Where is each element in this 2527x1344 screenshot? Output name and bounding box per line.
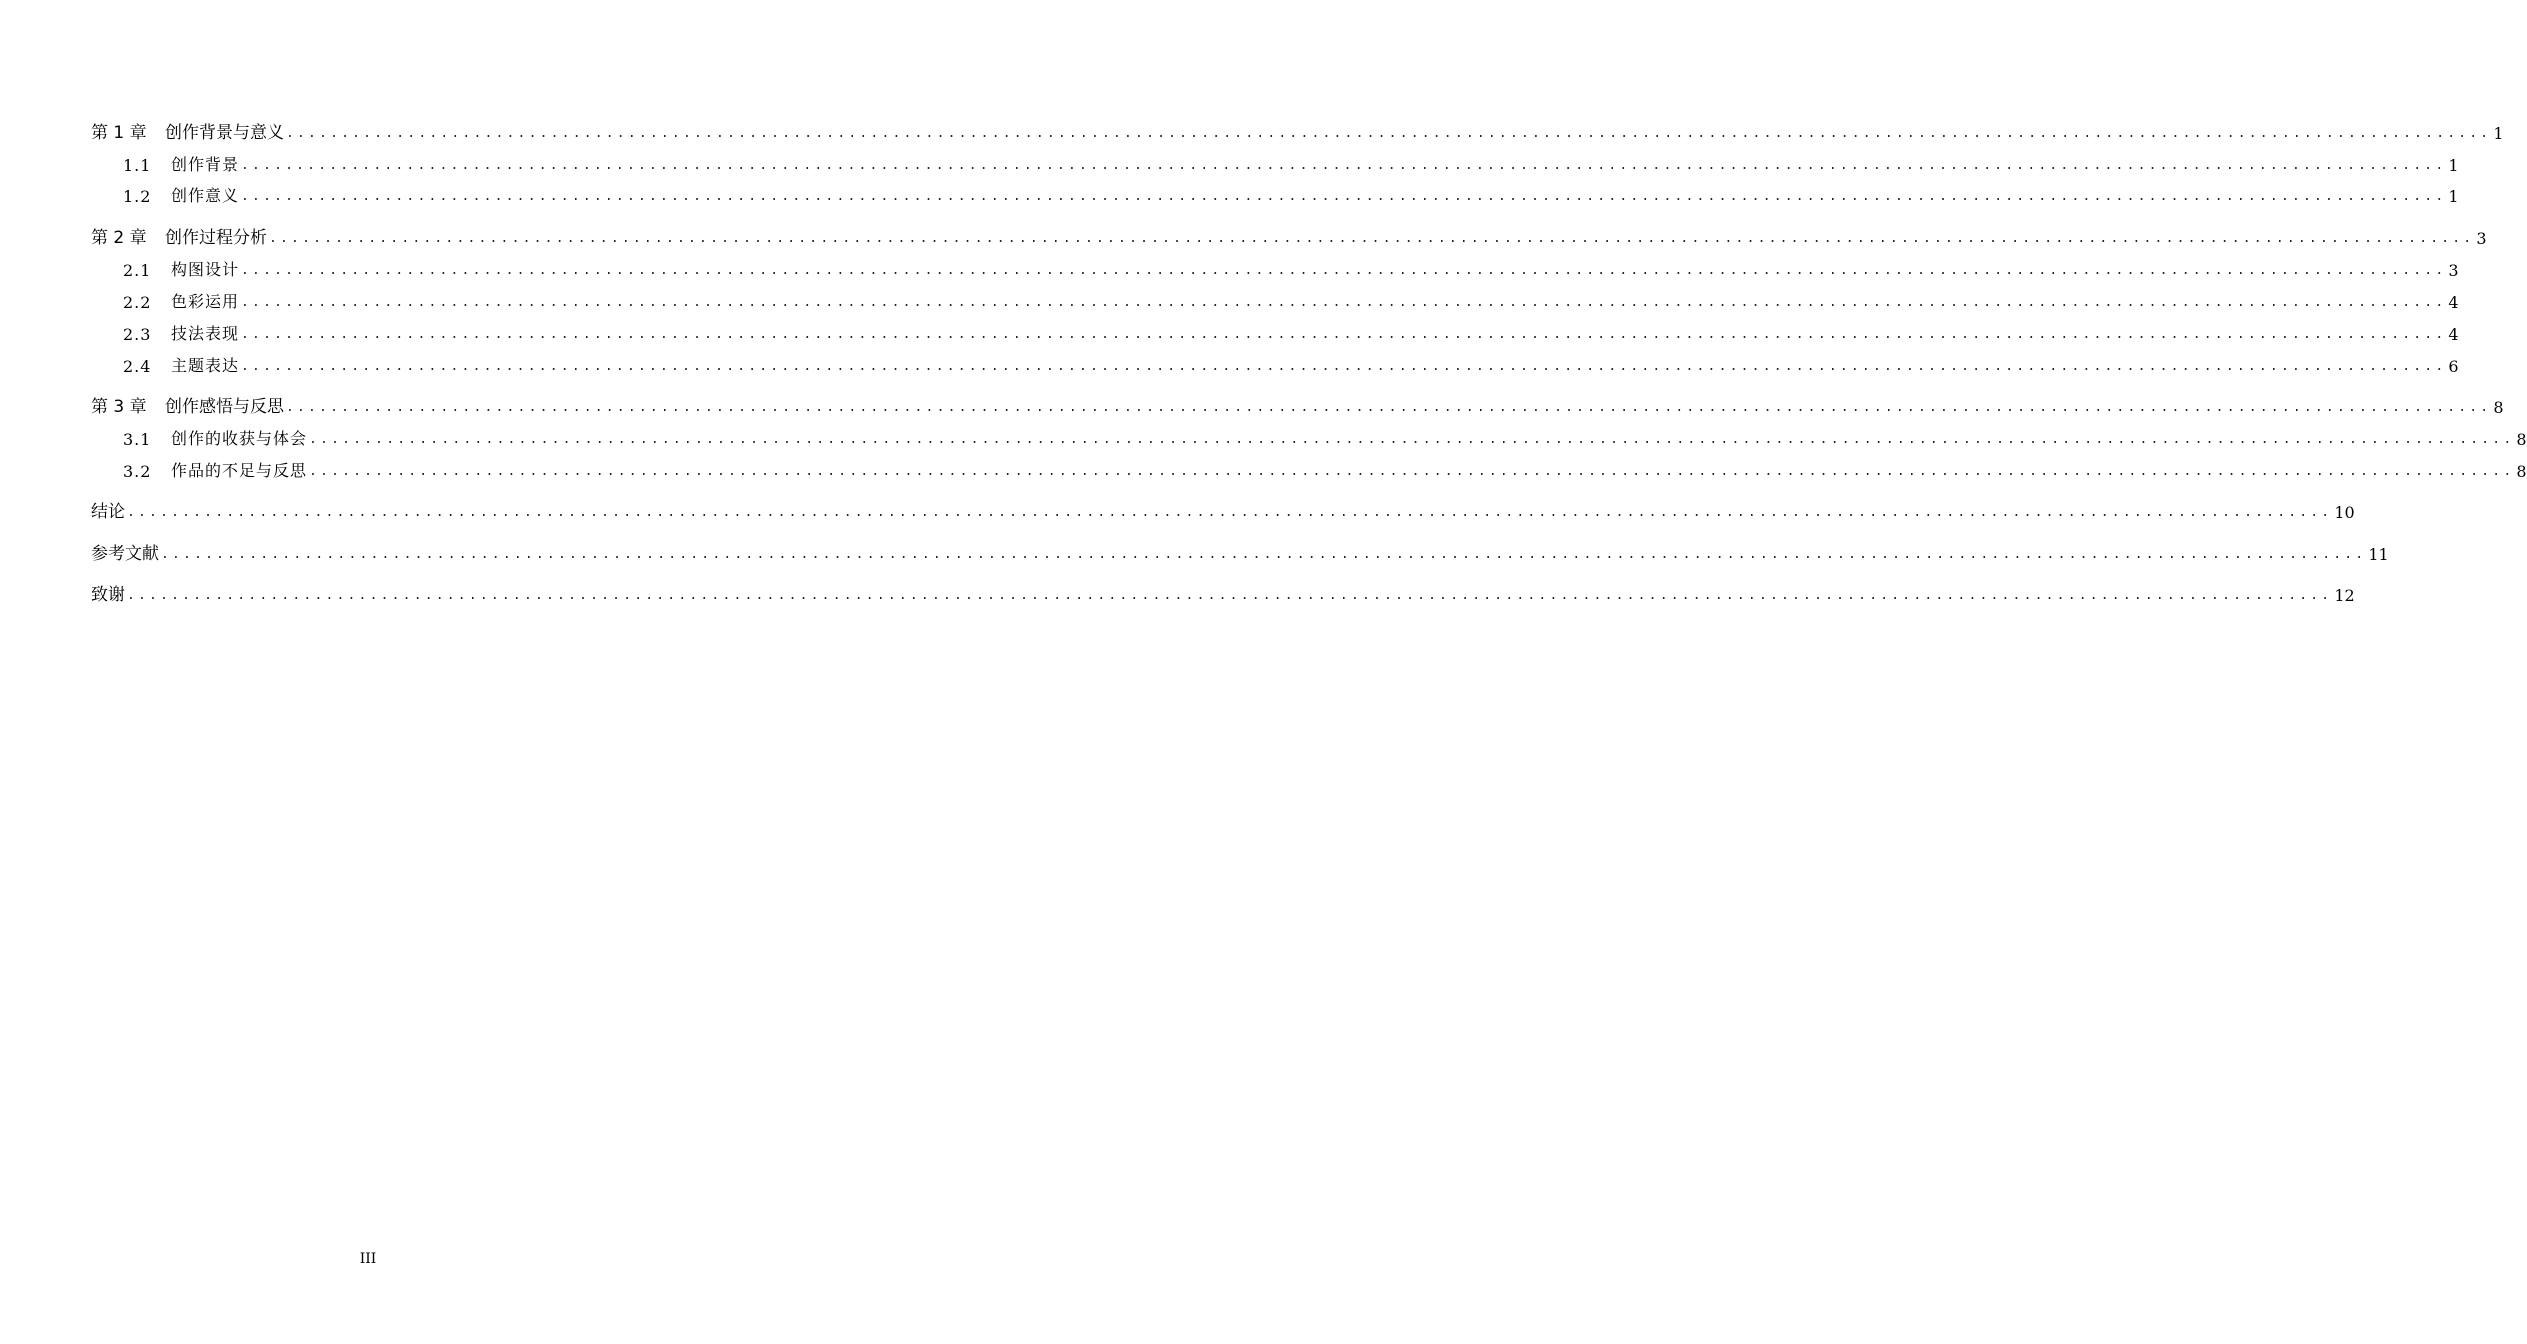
toc-chapter-title: 创作过程分析 <box>165 228 267 248</box>
toc-entry-section-2-1[interactable] <box>91 258 2459 280</box>
toc-section-number: 1.2 <box>123 187 152 206</box>
toc-page-number: 12 <box>2334 586 2355 605</box>
toc-page-number: 8 <box>2516 430 2527 449</box>
toc-section-number: 3.1 <box>123 430 152 449</box>
toc-chapter-number: 第 2 章 <box>91 228 147 248</box>
toc-section-title: 创作意义 <box>171 186 240 205</box>
toc-section-title: 作品的不足与反思 <box>171 461 308 480</box>
toc-entry-conclusion[interactable] <box>91 500 2355 522</box>
toc-section-title: 创作的收获与体会 <box>171 429 308 448</box>
toc-section-number: 2.1 <box>123 261 152 280</box>
toc-page-number: 6 <box>2448 357 2459 376</box>
toc-section-number: 2.3 <box>123 325 152 344</box>
toc-dot-leader: ........................................................................................................................................................................................................ <box>269 231 2475 246</box>
toc-chapter-title: 致谢 <box>91 585 125 605</box>
toc-section-title: 创作背景 <box>171 155 240 174</box>
toc-entry-chapter-3[interactable] <box>91 395 2504 417</box>
toc-page-number: 1 <box>2448 187 2459 206</box>
toc-dot-leader: ........................................................................................................................................................................................................ <box>241 263 2447 278</box>
toc-chapter-title: 结论 <box>91 502 125 522</box>
toc-dot-leader: ........................................................................................................................................................................................................ <box>286 126 2492 141</box>
toc-entry-section-3-1[interactable] <box>91 427 2527 449</box>
toc-entry-section-1-2[interactable] <box>91 184 2459 206</box>
toc-dot-leader: ........................................................................................................................................................................................................ <box>127 588 2333 603</box>
toc-dot-leader: ........................................................................................................................................................................................................ <box>309 432 2515 447</box>
toc-chapter-number: 第 1 章 <box>91 123 147 143</box>
toc-section-number: 2.2 <box>123 293 152 312</box>
toc-page-number: 1 <box>2448 156 2459 175</box>
toc-page-number: 11 <box>2368 545 2389 564</box>
toc-section-number: 2.4 <box>123 357 152 376</box>
toc-page-number: 4 <box>2448 325 2459 344</box>
toc-section-title: 构图设计 <box>171 260 240 279</box>
toc-page-number: 8 <box>2493 398 2504 417</box>
toc-chapter-title: 参考文献 <box>91 544 159 564</box>
toc-section-title: 主题表达 <box>171 356 240 375</box>
toc-entry-section-2-2[interactable] <box>91 290 2459 312</box>
toc-page-number: 8 <box>2516 462 2527 481</box>
toc-dot-leader: ........................................................................................................................................................................................................ <box>161 547 2367 562</box>
toc-entry-chapter-2[interactable] <box>91 226 2487 248</box>
toc-page-number: 3 <box>2476 229 2487 248</box>
toc-entry-references[interactable] <box>91 542 2389 564</box>
toc-entry-section-3-2[interactable] <box>91 459 2527 481</box>
toc-dot-leader: ........................................................................................................................................................................................................ <box>241 327 2447 342</box>
page-footer-number: III <box>359 1251 377 1267</box>
toc-dot-leader: ........................................................................................................................................................................................................ <box>241 158 2447 173</box>
toc-entry-section-2-3[interactable] <box>91 322 2459 344</box>
toc-section-title: 技法表现 <box>171 324 240 343</box>
toc-entry-section-2-4[interactable] <box>91 354 2459 376</box>
toc-entry-chapter-1[interactable] <box>91 121 2504 143</box>
toc-chapter-number: 第 3 章 <box>91 397 147 417</box>
toc-chapter-title: 创作背景与意义 <box>165 123 284 143</box>
toc-section-number: 3.2 <box>123 462 152 481</box>
toc-page-number: 10 <box>2334 503 2355 522</box>
toc-page-number: 4 <box>2448 293 2459 312</box>
toc-dot-leader: ........................................................................................................................................................................................................ <box>241 359 2447 374</box>
toc-dot-leader: ........................................................................................................................................................................................................ <box>127 505 2333 520</box>
toc-chapter-title: 创作感悟与反思 <box>165 397 284 417</box>
toc-entry-section-1-1[interactable] <box>91 153 2459 175</box>
toc-dot-leader: ........................................................................................................................................................................................................ <box>309 464 2515 479</box>
toc-dot-leader: ........................................................................................................................................................................................................ <box>241 295 2447 310</box>
toc-dot-leader: ........................................................................................................................................................................................................ <box>286 400 2492 415</box>
toc-section-title: 色彩运用 <box>171 292 240 311</box>
toc-page-number: 3 <box>2448 261 2459 280</box>
toc-dot-leader: ........................................................................................................................................................................................................ <box>241 189 2447 204</box>
toc-section-number: 1.1 <box>123 156 152 175</box>
toc-entry-acknowledgements[interactable] <box>91 583 2355 605</box>
toc-page-number: 1 <box>2493 124 2504 143</box>
